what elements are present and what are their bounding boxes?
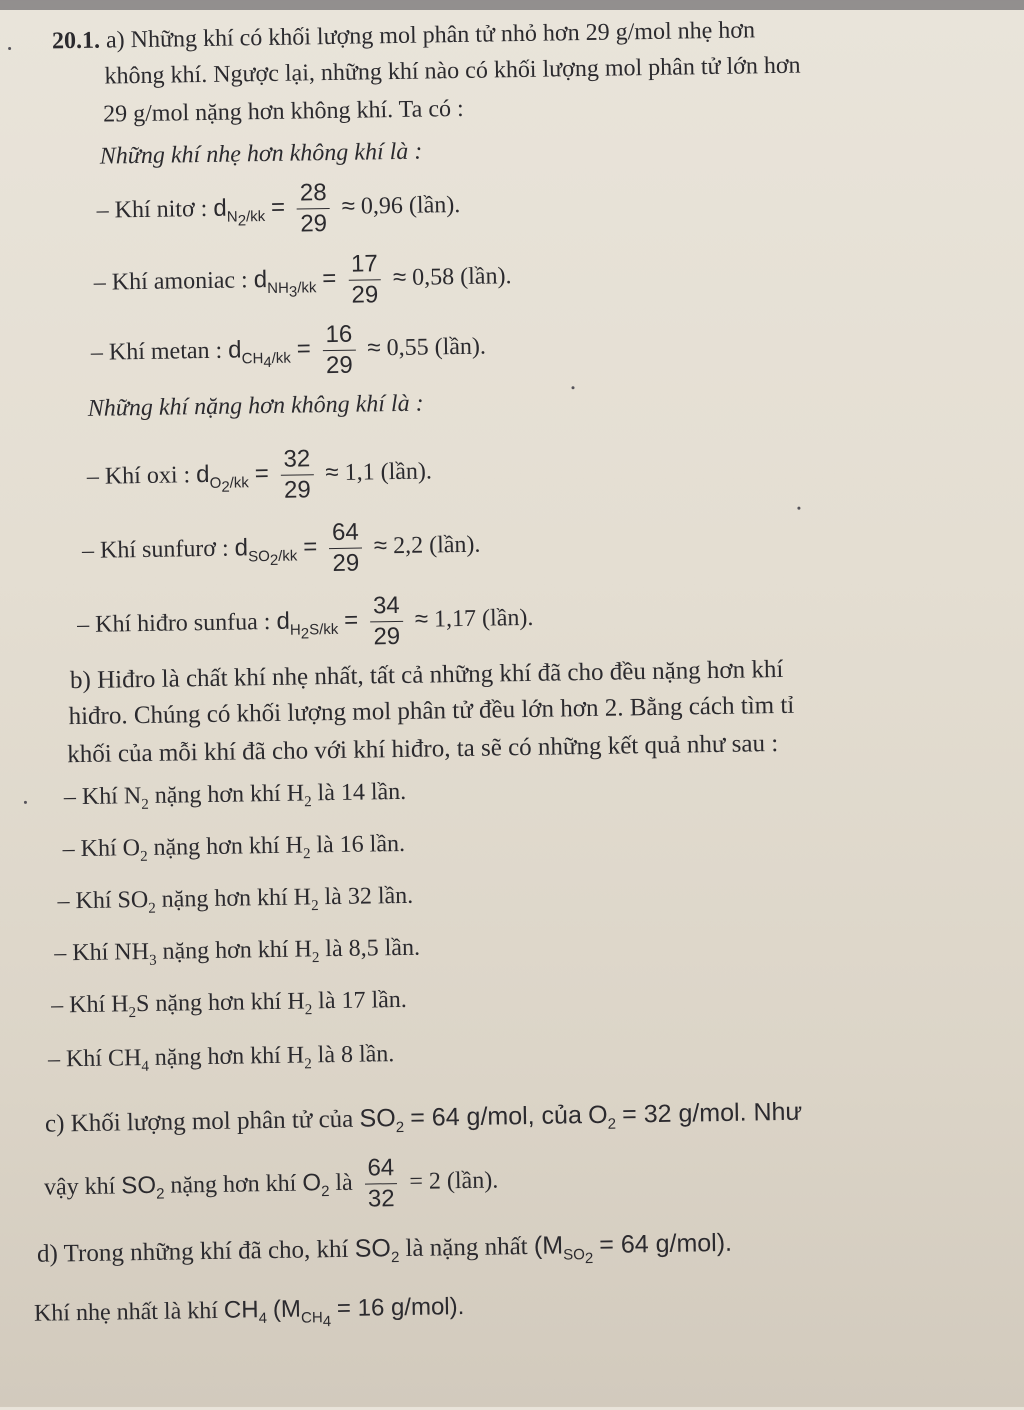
part-b-line-1: b) Hiđro là chất khí nhẹ nhất, tất cả những khí đã cho đều nặng hơn khí: [69, 655, 784, 695]
speck: [797, 507, 800, 510]
speck: [24, 801, 27, 804]
part-c-line-2: vậy khí $SO_2$ nặng hơn khí $O_2$ là $\frac{64}{32}$ = 2 (lần).: [43, 1154, 499, 1213]
part-a-line-2: không khí. Ngược lại, những khí nào có khối lượng mol phân tử lớn hơn: [104, 52, 801, 90]
ratio-line-ammonia: – Khí $NH_3$ nặng hơn khí $H_2$ là 8,5 lần.: [54, 934, 421, 969]
heavier-heading: Những khí nặng hơn không khí là :: [87, 390, 424, 422]
speck: [571, 386, 574, 389]
text: a) Những khí có khối lượng mol phân tử nhỏ hơn 29 g/mol nhẹ hơn: [105, 17, 756, 54]
formula-methane: – Khí metan : $d_{CH_4/kk}$ = $\frac{16}{29}$ ≈ 0,55 (lần).: [90, 320, 487, 380]
part-b-line-2: hiđro. Chúng có khối lượng mol phân tử đều lớn hơn 2. Bằng cách tìm tỉ: [68, 691, 795, 731]
exercise-number: 20.1.: [51, 27, 101, 55]
ratio-line-nitrogen: – Khí $N_2$ nặng hơn khí $H_2$ là 14 lần.: [63, 778, 407, 813]
part-a-line-1: [52, 12, 977, 57]
part-d-line-2: Khí nhẹ nhất là khí $CH_4$ ($M_{CH_4} = 16$ g/mol).: [33, 1293, 465, 1331]
ratio-line-sulfur-dioxide: – Khí $SO_2$ nặng hơn khí $H_2$ là 32 lần.: [57, 882, 414, 917]
ratio-line-methane: – Khí $CH_4$ nặng hơn khí $H_2$ là 8 lần.: [47, 1041, 395, 1075]
part-a-line-3: 29 g/mol nặng hơn không khí. Ta có :: [102, 95, 464, 128]
formula-ammonia: – Khí amoniac : $d_{NH_3/kk}$ = $\frac{17}{29}$ ≈ 0,58 (lần).: [93, 250, 512, 309]
ratio-line-hydrogen-sulfide: – Khí $H_2S$ nặng hơn khí $H_2$ là 17 lần.: [50, 986, 408, 1022]
formula-sulfur-dioxide: – Khí sunfurơ : $d_{SO_2/kk}$ = $\frac{64}{29}$ ≈ 2,2 (lần).: [81, 518, 481, 578]
speck: [8, 47, 11, 50]
part-c-line-1: c) Khối lượng mol phân tử của $SO_2 = 64$ g/mol, của $O_2 = 32$ g/mol. Như: [44, 1097, 803, 1138]
formula-nitrogen: – Khí nitơ : $d_{N_2/kk}$ = $\frac{28}{29}$ ≈ 0,96 (lần).: [96, 179, 461, 238]
part-b-line-3: khối của mỗi khí đã cho với khí hiđro, ta sẽ có những kết quả như sau :: [66, 730, 779, 769]
lighter-heading: Những khí nhẹ hơn không khí là :: [99, 138, 423, 170]
formula-oxygen: – Khí oxi : $d_{O_2/kk}$ = $\frac{32}{29}$ ≈ 1,1 (lần).: [86, 445, 433, 504]
formula-hydrogen-sulfide: – Khí hiđro sunfua : $d_{H_2S/kk}$ = $\frac{34}{29}$ ≈ 1,17 (lần).: [76, 591, 534, 651]
part-d-line-1: d) Trong những khí đã cho, khí $SO_2$ là nặng nhất ($M_{SO_2} = 64$ g/mol).: [36, 1228, 733, 1268]
ratio-line-oxygen: – Khí $O_2$ nặng hơn khí $H_2$ là 16 lần.: [62, 830, 406, 865]
